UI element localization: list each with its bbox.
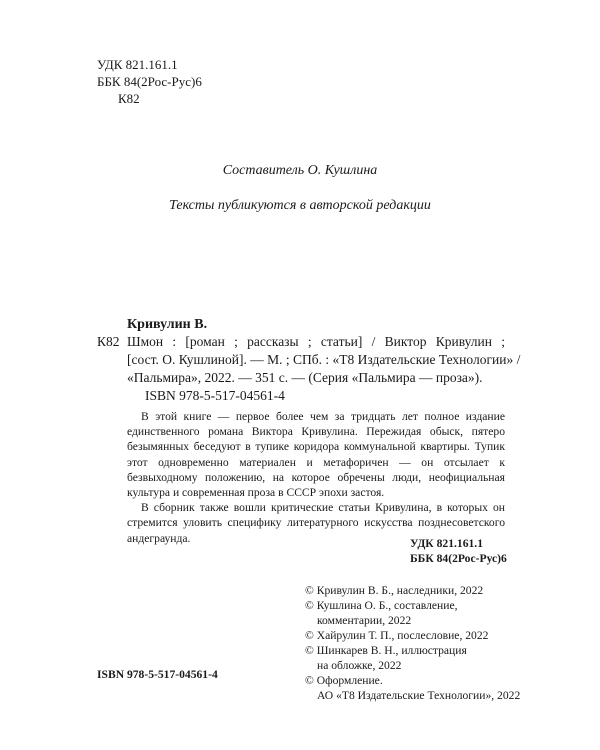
udk-code-bottom: УДК 821.161.1 (410, 537, 483, 550)
editorial-note: Тексты публикуются в авторской редакции (169, 198, 431, 213)
catalog-author: Кривулин В. (127, 317, 208, 332)
annotation-paragraph-1: В этой книге — первое более чем за тридцать лет полное издание единственного романа Виктора Кривулина. Пережидая обыск, пятеро безымянных беседуют в тупике коридора коммунальной квартиры. Тупик этот одновременно материален и метафоричен — он отсылает к безвыходному положению, на которое обречены люди, неофициальная культура и современная проза в СССР эпохи застоя. (127, 410, 505, 500)
copyright-line: © Кривулин В. Б., наследники, 2022 (305, 584, 484, 597)
copyright-line: © Шинкарев В. Н., иллюстрация (305, 644, 467, 657)
compiler-line: Составитель О. Кушлина (222, 163, 378, 178)
catalog-line-1: Шмон : [роман ; рассказы ; статьи] / Виктор Кривулин ; (127, 334, 505, 349)
isbn-bottom: ISBN 978-5-517-04561-4 (97, 668, 218, 681)
author-mark: К82 (118, 91, 140, 106)
copyright-line: © Оформление. (305, 674, 383, 687)
catalog-mark: К82 (97, 334, 120, 349)
catalog-line-2: [сост. О. Кушлиной]. — М. ; СПб. : «Т8 Издательские Технологии» / (127, 352, 521, 367)
annotation-paragraph-2: В сборник также вошли критические статьи Кривулина, в которых он стремится уловить специфику литературного искусства позднесоветского андеграунда. (127, 501, 505, 545)
copyright-line: на обложке, 2022 (317, 659, 402, 672)
bbk-code: ББК 84(2Рос-Рус)6 (97, 74, 202, 89)
copyright-line: © Хайрулин Т. П., послесловие, 2022 (305, 629, 489, 642)
catalog-line-3: «Пальмира», 2022. — 351 с. — (Серия «Пальмира — проза»). (127, 370, 483, 385)
annotation (127, 409, 505, 546)
copyright-line: © Кушлина О. Б., составление, (305, 599, 458, 612)
catalog-isbn: ISBN 978-5-517-04561-4 (145, 388, 285, 403)
copyright-line: комментарии, 2022 (317, 614, 412, 627)
udk-code: УДК 821.161.1 (97, 57, 178, 72)
bbk-code-bottom: ББК 84(2Рос-Рус)6 (410, 552, 507, 565)
copyright-line: АО «Т8 Издательские Технологии», 2022 (317, 689, 521, 702)
